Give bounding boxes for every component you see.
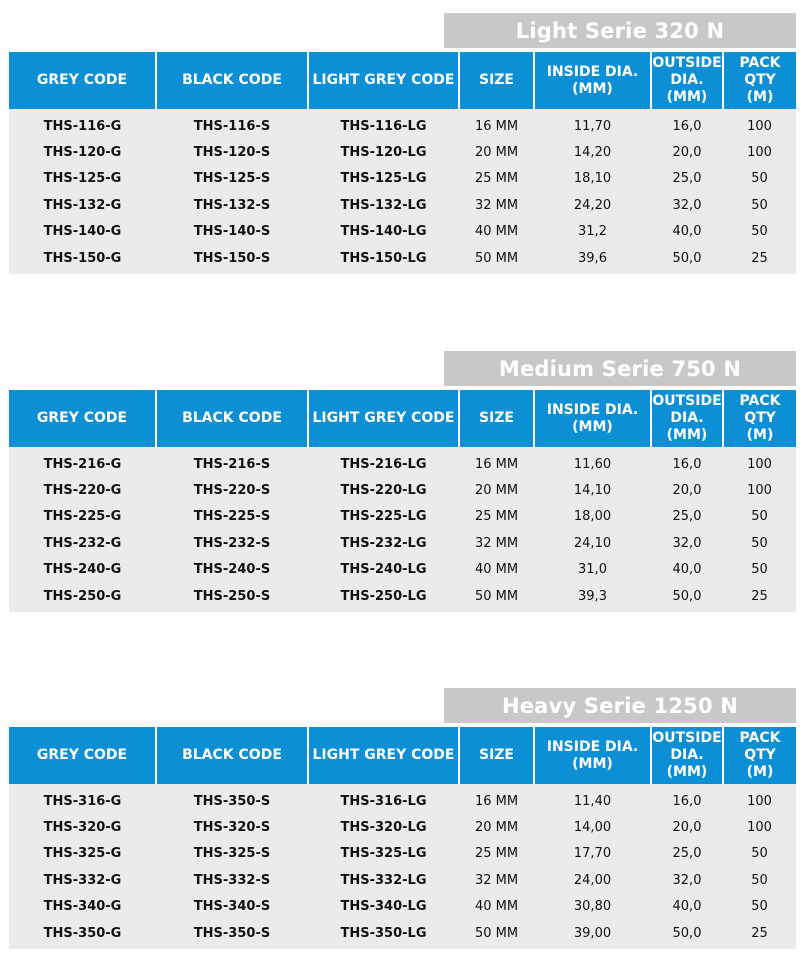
outside-dia-cell: 32,0 [651, 867, 723, 893]
pack-qty-cell: 100 [723, 447, 796, 477]
black-code-cell: THS-120-S [156, 139, 308, 165]
pack-qty-cell: 50 [723, 530, 796, 556]
col-header-light-grey-code: LIGHT GREY CODE [308, 52, 459, 109]
pack-qty-cell: 50 [723, 219, 796, 245]
size-cell: 40 MM [459, 219, 534, 245]
table-row [9, 447, 796, 477]
spec-table-light [9, 52, 796, 274]
grey-code-cell: THS-132-G [9, 192, 156, 218]
light-grey-code-cell: THS-240-LG [308, 557, 459, 583]
black-code-cell: THS-220-S [156, 477, 308, 503]
col-header-black-code: BLACK CODE [156, 390, 308, 447]
table-row [9, 139, 796, 165]
outside-dia-cell: 20,0 [651, 814, 723, 840]
header-row [9, 390, 796, 447]
grey-code-cell: THS-325-G [9, 841, 156, 867]
table-row [9, 109, 796, 139]
size-cell: 25 MM [459, 504, 534, 530]
pack-qty-cell: 50 [723, 504, 796, 530]
inside-dia-cell: 24,00 [534, 867, 651, 893]
col-header-grey-code: GREY CODE [9, 390, 156, 447]
inside-dia-cell: 14,10 [534, 477, 651, 503]
outside-dia-cell: 40,0 [651, 557, 723, 583]
outside-dia-cell: 16,0 [651, 109, 723, 139]
size-cell: 16 MM [459, 109, 534, 139]
pack-qty-cell: 50 [723, 557, 796, 583]
col-header-inside-dia: INSIDE DIA. (MM) [534, 390, 651, 447]
light-grey-code-cell: THS-132-LG [308, 192, 459, 218]
black-code-cell: THS-325-S [156, 841, 308, 867]
table-row [9, 557, 796, 583]
col-header-size: SIZE [459, 727, 534, 784]
grey-code-cell: THS-150-G [9, 245, 156, 274]
size-cell: 20 MM [459, 139, 534, 165]
size-cell: 16 MM [459, 447, 534, 477]
outside-dia-cell: 16,0 [651, 447, 723, 477]
black-code-cell: THS-140-S [156, 219, 308, 245]
outside-dia-cell: 50,0 [651, 920, 723, 949]
grey-code-cell: THS-316-G [9, 784, 156, 814]
inside-dia-cell: 11,60 [534, 447, 651, 477]
table-row [9, 166, 796, 192]
table-row [9, 814, 796, 840]
col-header-light-grey-code: LIGHT GREY CODE [308, 390, 459, 447]
grey-code-cell: THS-240-G [9, 557, 156, 583]
black-code-cell: THS-150-S [156, 245, 308, 274]
table-row [9, 841, 796, 867]
size-cell: 50 MM [459, 920, 534, 949]
pack-qty-cell: 50 [723, 166, 796, 192]
outside-dia-cell: 40,0 [651, 219, 723, 245]
col-header-inside-dia: INSIDE DIA. (MM) [534, 52, 651, 109]
inside-dia-cell: 39,6 [534, 245, 651, 274]
table-row [9, 784, 796, 814]
black-code-cell: THS-132-S [156, 192, 308, 218]
light-grey-code-cell: THS-320-LG [308, 814, 459, 840]
grey-code-cell: THS-220-G [9, 477, 156, 503]
table-row [9, 504, 796, 530]
inside-dia-cell: 17,70 [534, 841, 651, 867]
black-code-cell: THS-332-S [156, 867, 308, 893]
col-header-outside-dia: OUTSIDE DIA. (MM) [651, 390, 723, 447]
grey-code-cell: THS-332-G [9, 867, 156, 893]
spec-table-medium [9, 390, 796, 612]
grey-code-cell: THS-320-G [9, 814, 156, 840]
black-code-cell: THS-340-S [156, 894, 308, 920]
col-header-outside-dia: OUTSIDE DIA. (MM) [651, 52, 723, 109]
light-grey-code-cell: THS-125-LG [308, 166, 459, 192]
light-grey-code-cell: THS-120-LG [308, 139, 459, 165]
light-grey-code-cell: THS-332-LG [308, 867, 459, 893]
light-grey-code-cell: THS-232-LG [308, 530, 459, 556]
table-row [9, 219, 796, 245]
size-cell: 50 MM [459, 583, 534, 612]
col-header-pack-qty: PACK QTY (M) [723, 390, 796, 447]
black-code-cell: THS-240-S [156, 557, 308, 583]
pack-qty-cell: 25 [723, 920, 796, 949]
outside-dia-cell: 20,0 [651, 139, 723, 165]
inside-dia-cell: 11,70 [534, 109, 651, 139]
pack-qty-cell: 100 [723, 109, 796, 139]
size-cell: 32 MM [459, 867, 534, 893]
light-grey-code-cell: THS-350-LG [308, 920, 459, 949]
pack-qty-cell: 50 [723, 192, 796, 218]
outside-dia-cell: 32,0 [651, 192, 723, 218]
grey-code-cell: THS-350-G [9, 920, 156, 949]
black-code-cell: THS-350-S [156, 784, 308, 814]
size-cell: 25 MM [459, 166, 534, 192]
outside-dia-cell: 32,0 [651, 530, 723, 556]
size-cell: 40 MM [459, 894, 534, 920]
inside-dia-cell: 39,00 [534, 920, 651, 949]
col-header-black-code: BLACK CODE [156, 727, 308, 784]
col-header-inside-dia: INSIDE DIA. (MM) [534, 727, 651, 784]
inside-dia-cell: 39,3 [534, 583, 651, 612]
outside-dia-cell: 25,0 [651, 504, 723, 530]
col-header-grey-code: GREY CODE [9, 52, 156, 109]
size-cell: 25 MM [459, 841, 534, 867]
light-grey-code-cell: THS-216-LG [308, 447, 459, 477]
grey-code-cell: THS-140-G [9, 219, 156, 245]
light-grey-code-cell: THS-250-LG [308, 583, 459, 612]
inside-dia-cell: 18,10 [534, 166, 651, 192]
black-code-cell: THS-350-S [156, 920, 308, 949]
table-row [9, 867, 796, 893]
grey-code-cell: THS-120-G [9, 139, 156, 165]
grey-code-cell: THS-125-G [9, 166, 156, 192]
pack-qty-cell: 50 [723, 841, 796, 867]
grey-code-cell: THS-232-G [9, 530, 156, 556]
table-row [9, 583, 796, 612]
light-grey-code-cell: THS-316-LG [308, 784, 459, 814]
inside-dia-cell: 31,0 [534, 557, 651, 583]
col-header-black-code: BLACK CODE [156, 52, 308, 109]
black-code-cell: THS-250-S [156, 583, 308, 612]
inside-dia-cell: 18,00 [534, 504, 651, 530]
light-grey-code-cell: THS-225-LG [308, 504, 459, 530]
light-grey-code-cell: THS-340-LG [308, 894, 459, 920]
inside-dia-cell: 14,20 [534, 139, 651, 165]
light-grey-code-cell: THS-220-LG [308, 477, 459, 503]
grey-code-cell: THS-250-G [9, 583, 156, 612]
table-row [9, 477, 796, 503]
pack-qty-cell: 25 [723, 245, 796, 274]
size-cell: 20 MM [459, 477, 534, 503]
pack-qty-cell: 100 [723, 139, 796, 165]
inside-dia-cell: 11,40 [534, 784, 651, 814]
inside-dia-cell: 24,10 [534, 530, 651, 556]
grey-code-cell: THS-225-G [9, 504, 156, 530]
inside-dia-cell: 14,00 [534, 814, 651, 840]
light-grey-code-cell: THS-116-LG [308, 109, 459, 139]
light-grey-code-cell: THS-325-LG [308, 841, 459, 867]
pack-qty-cell: 100 [723, 477, 796, 503]
series-title: Light Serie 320 N [444, 13, 796, 48]
col-header-grey-code: GREY CODE [9, 727, 156, 784]
light-grey-code-cell: THS-150-LG [308, 245, 459, 274]
pack-qty-cell: 50 [723, 894, 796, 920]
inside-dia-cell: 31,2 [534, 219, 651, 245]
size-cell: 32 MM [459, 192, 534, 218]
pack-qty-cell: 25 [723, 583, 796, 612]
pack-qty-cell: 100 [723, 814, 796, 840]
grey-code-cell: THS-340-G [9, 894, 156, 920]
pack-qty-cell: 100 [723, 784, 796, 814]
outside-dia-cell: 50,0 [651, 583, 723, 612]
size-cell: 32 MM [459, 530, 534, 556]
size-cell: 16 MM [459, 784, 534, 814]
size-cell: 40 MM [459, 557, 534, 583]
black-code-cell: THS-320-S [156, 814, 308, 840]
spec-table-heavy [9, 727, 796, 949]
col-header-size: SIZE [459, 52, 534, 109]
outside-dia-cell: 25,0 [651, 841, 723, 867]
black-code-cell: THS-232-S [156, 530, 308, 556]
table-row [9, 920, 796, 949]
outside-dia-cell: 40,0 [651, 894, 723, 920]
col-header-pack-qty: PACK QTY (M) [723, 52, 796, 109]
pack-qty-cell: 50 [723, 867, 796, 893]
series-title: Medium Serie 750 N [444, 351, 796, 386]
outside-dia-cell: 50,0 [651, 245, 723, 274]
size-cell: 50 MM [459, 245, 534, 274]
table-row [9, 530, 796, 556]
outside-dia-cell: 25,0 [651, 166, 723, 192]
header-row [9, 52, 796, 109]
col-header-pack-qty: PACK QTY (M) [723, 727, 796, 784]
table-row [9, 192, 796, 218]
outside-dia-cell: 16,0 [651, 784, 723, 814]
light-grey-code-cell: THS-140-LG [308, 219, 459, 245]
col-header-size: SIZE [459, 390, 534, 447]
outside-dia-cell: 20,0 [651, 477, 723, 503]
header-row [9, 727, 796, 784]
grey-code-cell: THS-116-G [9, 109, 156, 139]
black-code-cell: THS-125-S [156, 166, 308, 192]
col-header-light-grey-code: LIGHT GREY CODE [308, 727, 459, 784]
black-code-cell: THS-225-S [156, 504, 308, 530]
table-row [9, 245, 796, 274]
table-row [9, 894, 796, 920]
series-title: Heavy Serie 1250 N [444, 688, 796, 723]
inside-dia-cell: 24,20 [534, 192, 651, 218]
black-code-cell: THS-116-S [156, 109, 308, 139]
col-header-outside-dia: OUTSIDE DIA. (MM) [651, 727, 723, 784]
grey-code-cell: THS-216-G [9, 447, 156, 477]
inside-dia-cell: 30,80 [534, 894, 651, 920]
size-cell: 20 MM [459, 814, 534, 840]
black-code-cell: THS-216-S [156, 447, 308, 477]
